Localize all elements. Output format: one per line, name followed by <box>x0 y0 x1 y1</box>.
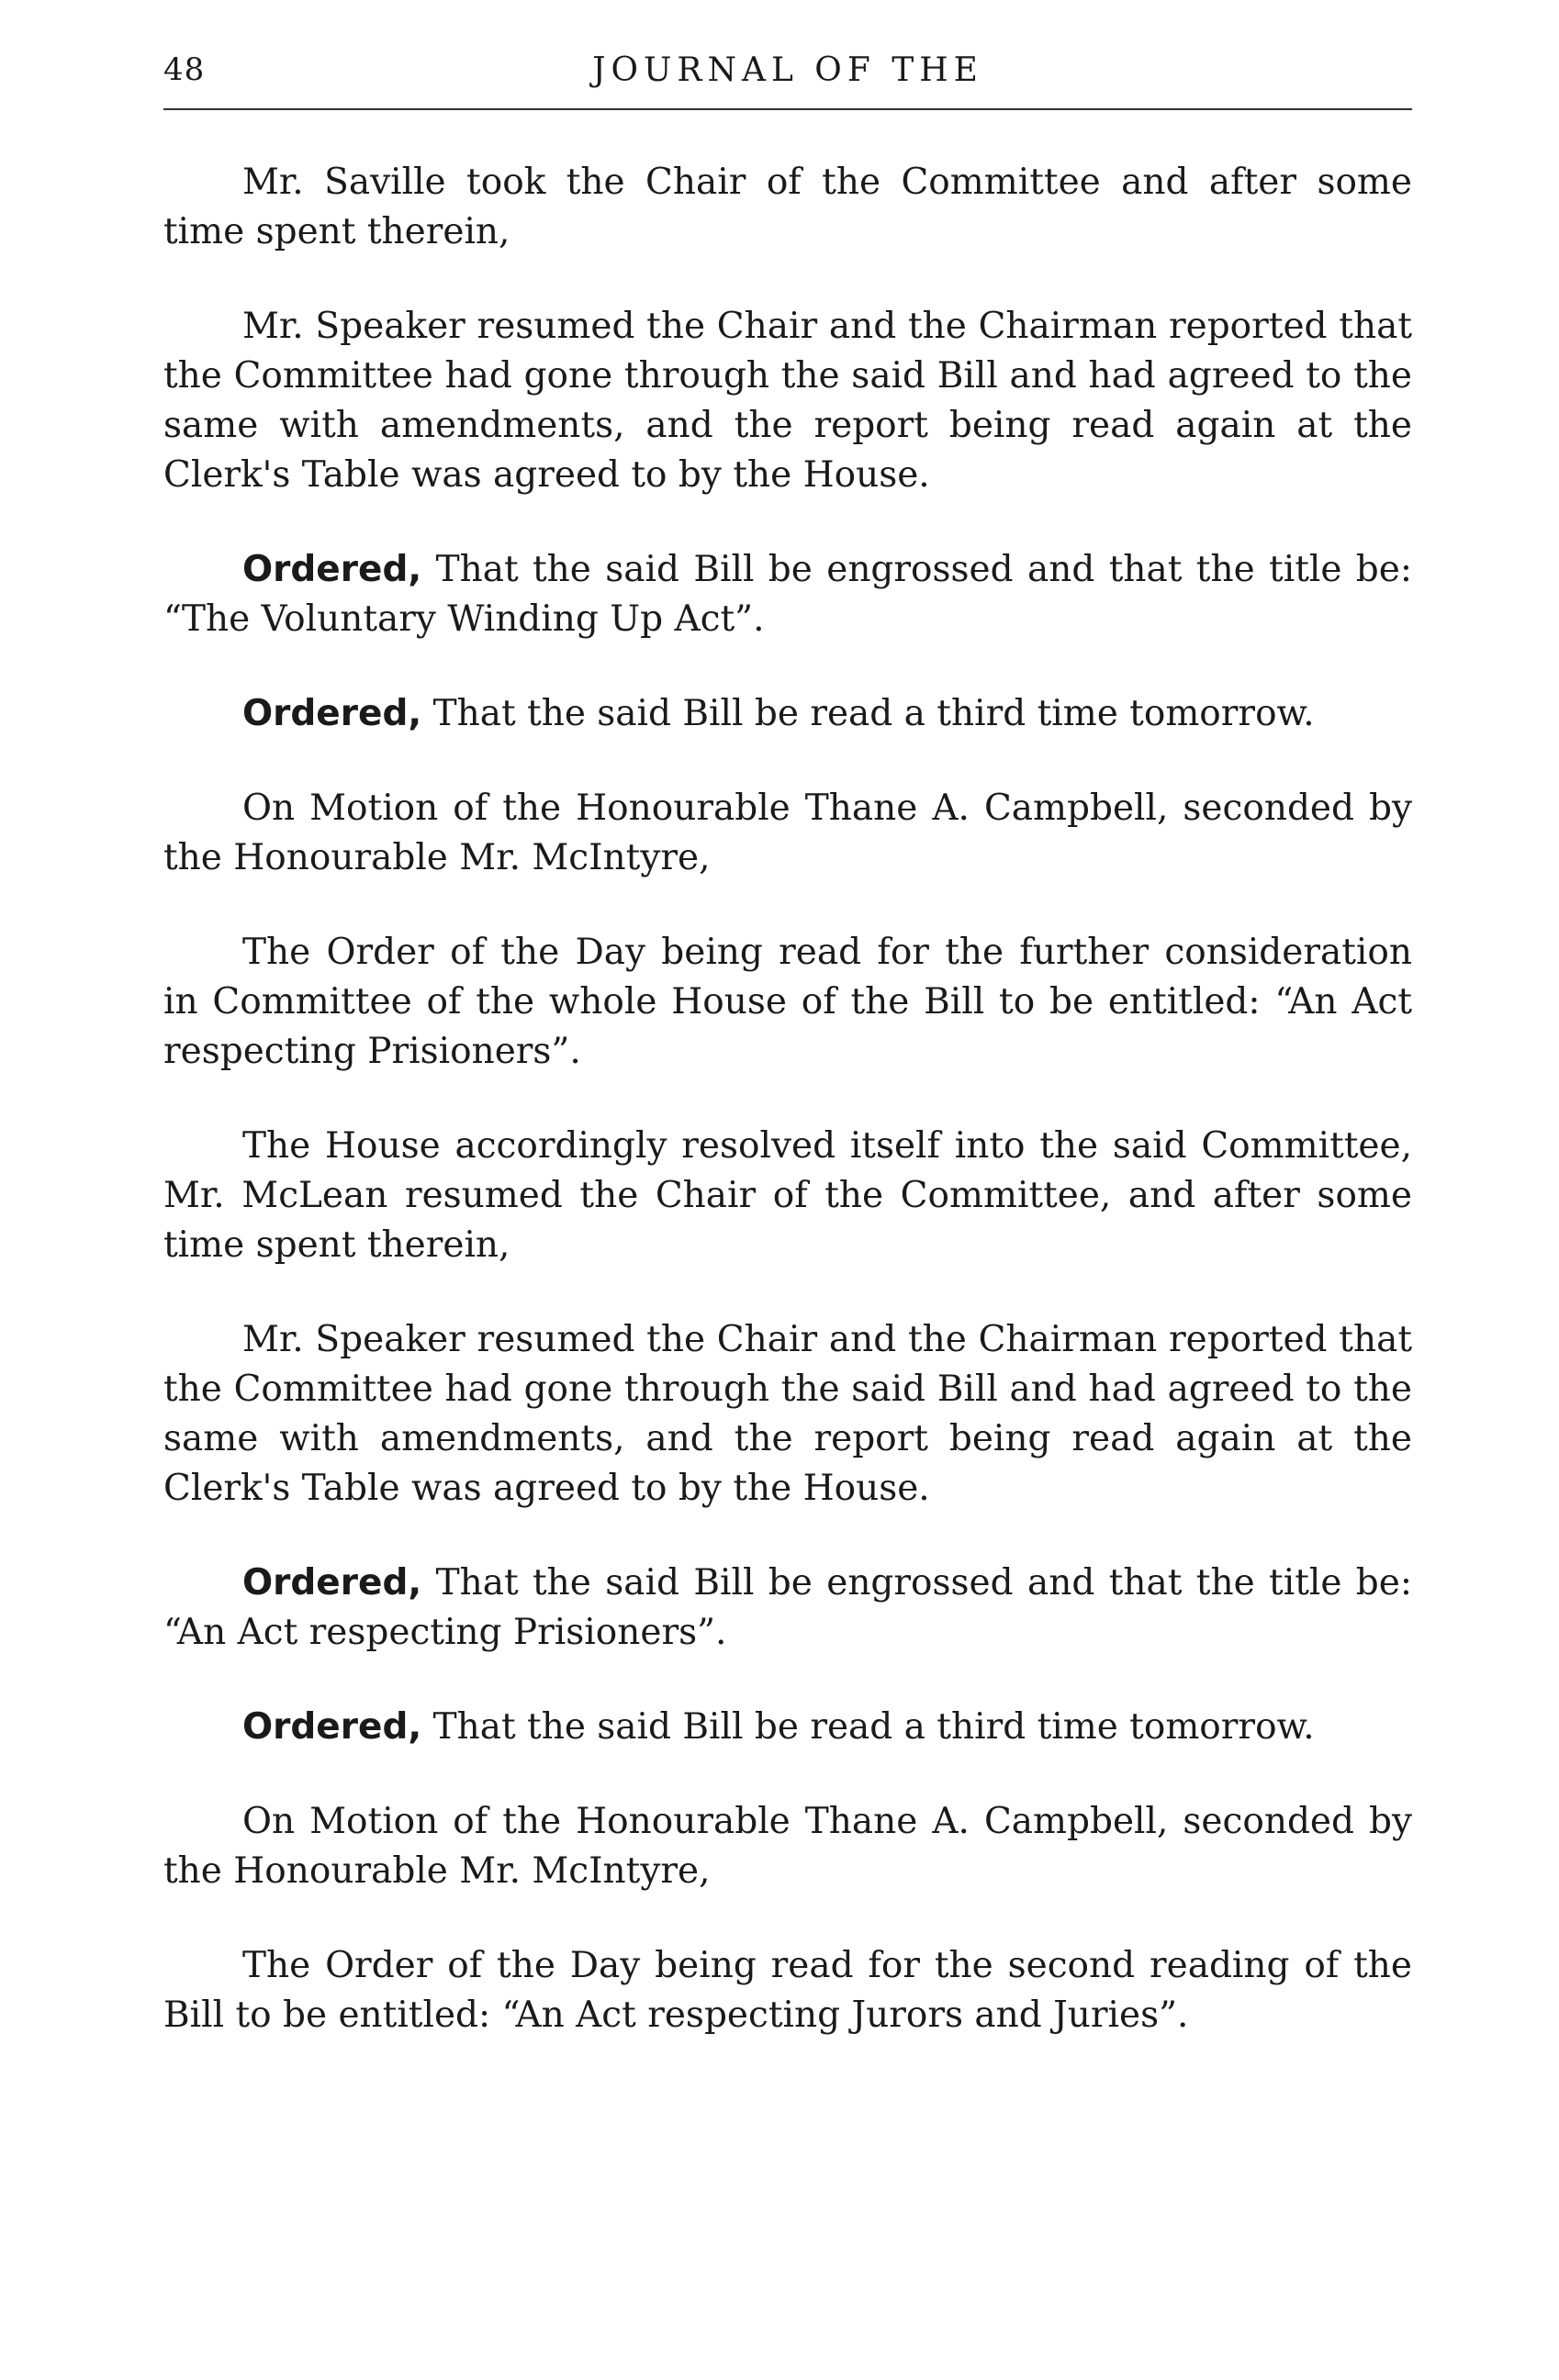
header-rule <box>163 108 1412 110</box>
paragraph <box>163 784 1412 883</box>
paragraph <box>163 689 1412 739</box>
page-header <box>163 48 1412 103</box>
paragraph-lead: Ordered, <box>242 1562 422 1603</box>
running-title: JOURNAL OF THE <box>592 51 983 89</box>
page-number: 48 <box>163 51 206 88</box>
paragraph-text: On Motion of the Honourable Thane A. Campbell, seconded by the Honourable Mr. McIntyre, <box>163 1801 1412 1892</box>
paragraph <box>163 1941 1412 2040</box>
paragraph <box>163 1559 1412 1658</box>
paragraph-text: That the said Bill be read a third time tomorrow. <box>432 1706 1315 1748</box>
paragraph-text: On Motion of the Honourable Thane A. Campbell, seconded by the Honourable Mr. McIntyre, <box>163 788 1412 878</box>
paragraph-text: Mr. Speaker resumed the Chair and the Chairman reported that the Committee had gone through the said Bill and had agreed to the same with amendments, and the report being read again at the Clerk's Table was agreed to by the House. <box>163 306 1412 496</box>
paragraph <box>163 1703 1412 1752</box>
paragraph-text: Mr. Speaker resumed the Chair and the Chairman reported that the Committee had gone through the said Bill and had agreed to the same with amendments, and the report being read again at the Clerk's Table was agreed to by the House. <box>163 1319 1412 1509</box>
paragraph-text: That the said Bill be engrossed and that the title be: “An Act respecting Prisioners”. <box>163 1562 1412 1653</box>
paragraph-lead: Ordered, <box>242 549 422 590</box>
paragraph <box>163 1315 1412 1514</box>
journal-body <box>163 158 1412 2085</box>
paragraph <box>163 545 1412 644</box>
paragraph <box>163 1122 1412 1270</box>
paragraph-text: Mr. Saville took the Chair of the Committee and after some time spent therein, <box>163 162 1412 252</box>
paragraph-text: That the said Bill be engrossed and that the title be: “The Voluntary Winding Up Act”. <box>163 549 1412 640</box>
paragraph-text: That the said Bill be read a third time tomorrow. <box>432 693 1315 734</box>
paragraph-text: The Order of the Day being read for the further consideration in Committee of the whole House of the Bill to be entitled: “An Act respecting Prisioners”. <box>163 932 1412 1072</box>
paragraph <box>163 928 1412 1077</box>
paragraph-text: The House accordingly resolved itself into the said Committee, Mr. McLean resumed the Chair of the Committee, and after some time spent therein, <box>163 1125 1412 1266</box>
paragraph-lead: Ordered, <box>242 693 422 734</box>
paragraph-lead: Ordered, <box>242 1706 422 1748</box>
paragraph-text: The Order of the Day being read for the second reading of the Bill to be entitled: “An Act respecting Jurors and Juries”. <box>163 1945 1412 2036</box>
paragraph <box>163 1797 1412 1896</box>
paragraph <box>163 302 1412 500</box>
paragraph <box>163 158 1412 257</box>
